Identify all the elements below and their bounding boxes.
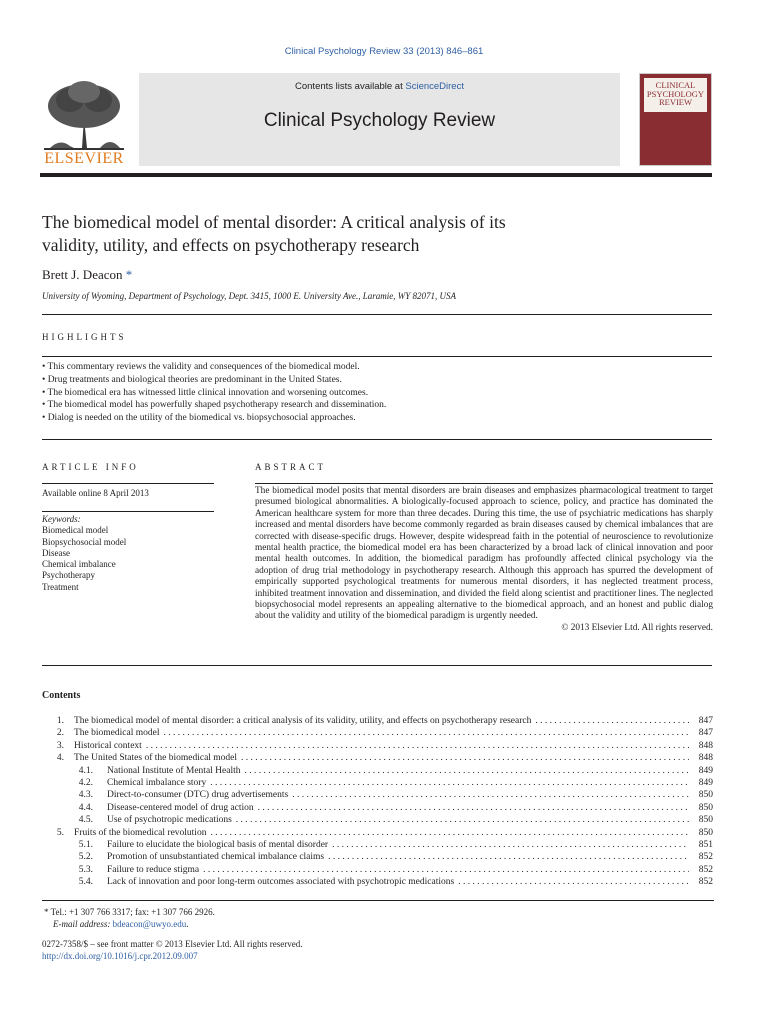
- toc-entry[interactable]: [42, 727, 713, 739]
- toc-leader-dots: [535, 715, 689, 727]
- contents-heading: Contents: [42, 690, 81, 701]
- copyright-line: © 2013 Elsevier Ltd. All rights reserved.: [561, 622, 713, 633]
- toc-leader-dots: [210, 777, 689, 789]
- highlight-item: • The biomedical model has powerfully shaped psychotherapy research and dissemination.: [42, 400, 387, 411]
- toc-entry[interactable]: [42, 789, 713, 801]
- toc-entry[interactable]: [42, 876, 713, 888]
- affiliation: University of Wyoming, Department of Psychology, Dept. 3415, 1000 E. University Ave., Laramie, WY 82071, USA: [42, 291, 456, 301]
- toc-title[interactable]: The biomedical model: [74, 728, 160, 739]
- toc-number: 4.4.: [78, 802, 93, 813]
- toc-page-number: 849: [698, 765, 713, 776]
- toc-entry[interactable]: [42, 864, 713, 876]
- highlight-item: • Drug treatments and biological theories are predominant in the United States.: [42, 374, 342, 385]
- toc-page-number: 850: [698, 827, 713, 838]
- toc-page-number: 850: [698, 790, 713, 801]
- author-footnote: [44, 906, 215, 930]
- toc-page-number: 852: [698, 852, 713, 863]
- toc-number: 3.: [56, 740, 64, 751]
- table-of-contents: [42, 715, 713, 888]
- journal-title: Clinical Psychology Review: [263, 110, 496, 131]
- divider: [42, 356, 712, 357]
- toc-title[interactable]: Failure to reduce stigma: [107, 864, 200, 875]
- toc-leader-dots: [328, 851, 689, 863]
- toc-number: 5.2.: [78, 852, 93, 863]
- email-line: [44, 918, 215, 930]
- contact-phone: * Tel.: +1 307 766 3317; fax: +1 307 766 2926.: [44, 907, 215, 917]
- author-line: [42, 267, 132, 283]
- toc-entry[interactable]: [42, 851, 713, 863]
- article-title: [42, 211, 642, 257]
- toc-page-number: 848: [698, 740, 713, 751]
- cover-line: PSYCHOLOGY: [646, 88, 705, 99]
- sciencedirect-link[interactable]: ScienceDirect: [405, 81, 464, 92]
- toc-entry[interactable]: [42, 765, 713, 777]
- email-link[interactable]: bdeacon@uwyo.edu: [112, 919, 187, 929]
- keyword: Treatment: [42, 581, 79, 592]
- toc-leader-dots: [458, 876, 689, 888]
- toc-number: 5.4.: [78, 877, 93, 888]
- issn-block: [42, 938, 303, 962]
- divider: [42, 665, 712, 666]
- contents-available-line: [139, 81, 620, 92]
- highlights-heading: HIGHLIGHTS: [42, 332, 127, 342]
- doi-link[interactable]: http://dx.doi.org/10.1016/j.cpr.2012.09.007: [42, 951, 198, 961]
- toc-entry[interactable]: [42, 740, 713, 752]
- toc-leader-dots: [210, 827, 689, 839]
- toc-number: 5.3.: [78, 864, 93, 875]
- email-label: E-mail address:: [53, 919, 113, 929]
- divider: [255, 483, 713, 484]
- article-info-heading: ARTICLE INFO: [42, 462, 139, 472]
- contents-prefix: Contents lists available at: [295, 81, 406, 92]
- keyword: Psychotherapy: [42, 570, 95, 581]
- toc-title[interactable]: The biomedical model of mental disorder: a critical analysis of its validity, utility, and effects on psychotherapy research: [74, 716, 532, 726]
- title-line: validity, utility, and effects on psychotherapy research: [42, 235, 420, 255]
- toc-page-number: 847: [698, 728, 713, 739]
- highlight-item: • Dialog is needed on the utility of the biomedical vs. biopsychosocial approaches.: [42, 413, 356, 424]
- toc-leader-dots: [258, 802, 689, 814]
- toc-number: 4.: [56, 753, 64, 764]
- available-online-date: Available online 8 April 2013: [42, 488, 149, 498]
- toc-page-number: 852: [698, 877, 713, 888]
- keyword: Biomedical model: [42, 525, 109, 536]
- toc-page-number: 851: [698, 839, 713, 850]
- divider: [42, 439, 712, 440]
- keywords-label: Keywords:: [42, 514, 81, 524]
- author-footnote-marker[interactable]: *: [125, 267, 133, 282]
- journal-cover-thumbnail[interactable]: [639, 73, 712, 166]
- toc-entry[interactable]: [42, 839, 713, 851]
- toc-number: 5.1.: [78, 839, 93, 850]
- toc-leader-dots: [241, 752, 689, 764]
- abstract-body: [255, 486, 713, 634]
- journal-reference-link[interactable]: Clinical Psychology Review 33 (2013) 846–861: [284, 46, 484, 57]
- toc-page-number: 850: [698, 815, 713, 826]
- toc-number: 4.3.: [78, 790, 93, 801]
- toc-page-number: 848: [698, 753, 713, 764]
- title-line: The biomedical model of mental disorder: A critical analysis of its: [42, 212, 506, 232]
- toc-title[interactable]: Use of psychotropic medications: [107, 815, 232, 826]
- toc-leader-dots: [236, 814, 689, 826]
- toc-title[interactable]: Promotion of unsubstantiated chemical imbalance claims: [107, 852, 325, 863]
- cover-line: REVIEW: [658, 97, 693, 107]
- divider: [42, 483, 214, 484]
- toc-title[interactable]: Chemical imbalance story: [107, 777, 207, 788]
- toc-page-number: 852: [698, 864, 713, 875]
- highlights-list: [42, 361, 712, 425]
- toc-title[interactable]: Lack of innovation and poor long-term outcomes associated with psychotropic medications: [107, 877, 455, 888]
- cover-line: CLINICAL: [655, 80, 696, 90]
- header-divider: [40, 173, 712, 177]
- toc-entry[interactable]: [42, 827, 713, 839]
- toc-entry[interactable]: [42, 802, 713, 814]
- email-end: .: [186, 919, 189, 929]
- toc-number: 5.: [56, 827, 64, 838]
- toc-title[interactable]: Failure to elucidate the biological basis of mental disorder: [107, 839, 329, 850]
- divider: [42, 314, 712, 315]
- toc-leader-dots: [245, 765, 690, 777]
- publisher-wordmark: ELSEVIER: [44, 150, 124, 167]
- toc-entry[interactable]: [42, 777, 713, 789]
- toc-number: 2.: [56, 728, 64, 739]
- front-matter-line: 0272-7358/$ – see front matter © 2013 Elsevier Ltd. All rights reserved.: [42, 939, 303, 949]
- toc-page-number: 850: [698, 802, 713, 813]
- toc-number: 4.2.: [78, 777, 93, 788]
- divider: [42, 511, 214, 512]
- divider: [42, 900, 714, 901]
- toc-leader-dots: [203, 864, 689, 876]
- toc-title[interactable]: The United States of the biomedical model: [74, 753, 238, 764]
- keyword: Biopsychosocial model: [42, 536, 127, 547]
- highlight-item: • The biomedical era has witnessed little clinical innovation and worsening outcomes.: [42, 387, 369, 398]
- author-name: Brett J. Deacon: [42, 267, 123, 282]
- toc-entry[interactable]: [42, 814, 713, 826]
- elsevier-logo: [40, 78, 128, 170]
- toc-title[interactable]: Fruits of the biomedical revolution: [74, 827, 207, 838]
- keyword: Disease: [42, 547, 70, 558]
- toc-entry[interactable]: [42, 715, 713, 727]
- toc-leader-dots: [332, 839, 689, 851]
- toc-title[interactable]: Disease-centered model of drug action: [107, 802, 254, 813]
- toc-page-number: 849: [698, 777, 713, 788]
- toc-title[interactable]: Historical context: [74, 740, 142, 751]
- abstract-paragraph: The biomedical model posits that mental disorders are brain diseases and emphasizes pharmacological treatment to target presumed biological abnormalities. A biologically-focused approach to science, policy, and practice has dominated the American healthcare system for more than three decades. During this time, the use of psychiatric medications has sharply increased and mental disorders have become commonly regarded as brain diseases caused by chemical imbalances that are corrected with disease-specific drugs. However, despite widespread faith in the potential of neuroscience to revolutionize mental health practice, the biomedical model era has been characterized by a broad lack of clinical innovation and poor mental health outcomes. In addition, the biomedical paradigm has profoundly affected clinical psychology via the adoption of drug trial methodology in psychotherapy research. Although this approach has spurred the development of empirically supported psychological treatments for numerous mental disorders, it has neglected treatment process, inhibited treatment innovation and dissemination, and divided the field along scientist and practitioner lines. The neglected biopsychosocial model represents an appealing alternative to the biomedical approach, and an honest and public dialog about the validity and utility of the biomedical paradigm is urgently needed.: [255, 486, 713, 622]
- toc-title[interactable]: National Institute of Mental Health: [107, 765, 241, 776]
- toc-number: 4.5.: [78, 815, 93, 826]
- toc-entry[interactable]: [42, 752, 713, 764]
- toc-page-number: 847: [698, 716, 713, 726]
- abstract-heading: ABSTRACT: [255, 462, 327, 472]
- toc-leader-dots: [292, 789, 689, 801]
- toc-leader-dots: [146, 740, 689, 752]
- highlight-item: • This commentary reviews the validity and consequences of the biomedical model.: [42, 362, 360, 372]
- keywords-block: [42, 514, 126, 593]
- toc-title[interactable]: Direct-to-consumer (DTC) drug advertisements: [107, 790, 289, 801]
- cover-title: [644, 78, 707, 112]
- toc-number: 4.1.: [78, 765, 93, 776]
- keyword: Chemical imbalance: [42, 559, 116, 570]
- toc-leader-dots: [163, 727, 689, 739]
- toc-number: 1.: [56, 716, 64, 726]
